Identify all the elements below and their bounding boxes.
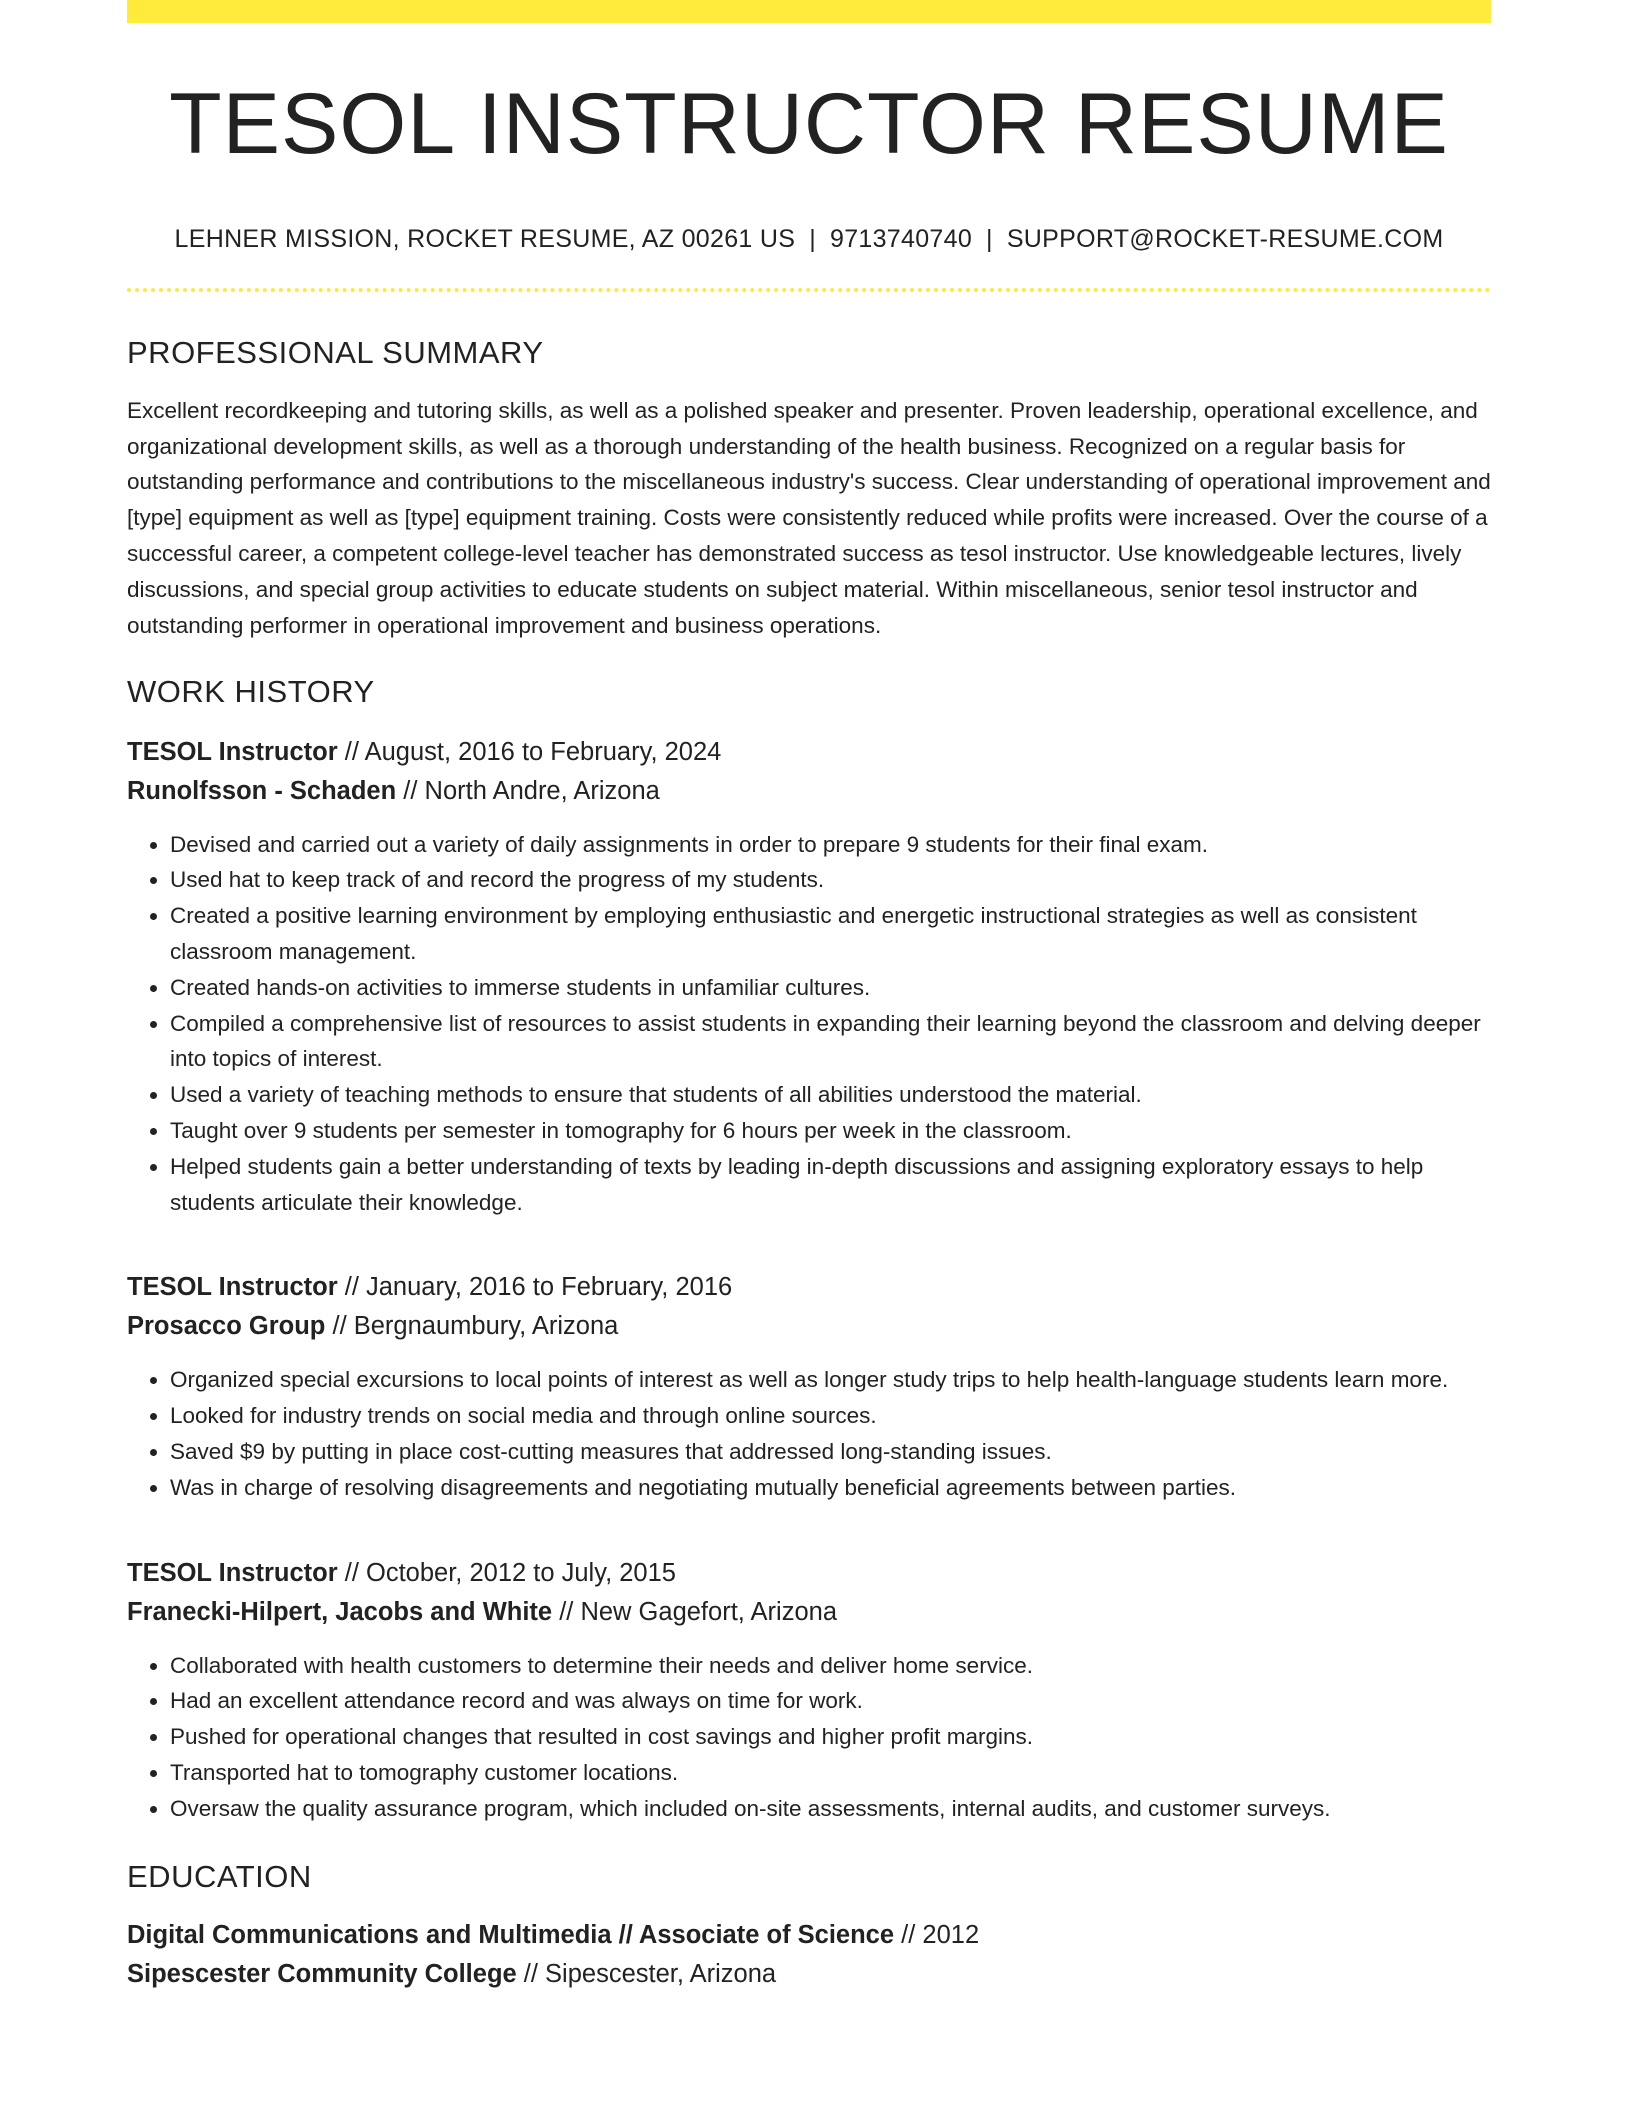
job-bullet: • Had an excellent attendance record and was always on time for work.: [170, 1683, 1491, 1719]
job-bullet-list: [127, 1362, 1491, 1505]
job-bullet: • Transported hat to tomography customer locations.: [170, 1755, 1491, 1791]
education-heading: EDUCATION: [127, 1859, 312, 1895]
job-company-line: [127, 772, 1491, 811]
degree-line: [127, 1916, 1491, 1955]
job-dates: // January, 2016 to February, 2016: [344, 1273, 733, 1302]
school-name: Sipescester Community College: [127, 1959, 517, 1988]
job-bullet-list: [127, 1648, 1491, 1827]
job-bullet: • Used hat to keep track of and record the progress of my students.: [170, 862, 1491, 898]
job-company-line: [127, 1307, 1491, 1346]
header-divider: [127, 288, 1491, 292]
top-accent-bar: [127, 0, 1491, 23]
job-title-line: [127, 1268, 1491, 1307]
job-bullet: • Created a positive learning environment by employing enthusiastic and energetic instructional strategies as well as consistent classroom management.: [170, 898, 1491, 970]
job-title-line: [127, 1554, 1491, 1593]
job-company-line: [127, 1593, 1491, 1632]
job-bullet: • Created hands-on activities to immerse students in unfamiliar cultures.: [170, 970, 1491, 1006]
job-entry: [127, 1554, 1491, 1827]
job-location: // North Andre, Arizona: [403, 776, 660, 805]
work-history-heading: WORK HISTORY: [127, 674, 375, 710]
address-text: LEHNER MISSION, ROCKET RESUME, AZ 00261 US: [174, 224, 796, 253]
contact-separator: |: [809, 224, 816, 253]
job-location: // Bergnaumbury, Arizona: [332, 1312, 619, 1341]
job-entry: [127, 733, 1491, 1221]
contact-separator: |: [986, 224, 993, 253]
job-bullet: • Helped students gain a better understanding of texts by leading in-depth discussions and assigning exploratory essays to help students articulate their knowledge.: [170, 1149, 1491, 1221]
degree-year: // 2012: [901, 1920, 980, 1949]
job-role: TESOL Instructor: [127, 737, 338, 766]
job-dates: // August, 2016 to February, 2024: [344, 737, 722, 766]
job-bullet: • Saved $9 by putting in place cost-cutting measures that addressed long-standing issues.: [170, 1434, 1491, 1470]
summary-paragraph: Excellent recordkeeping and tutoring skills, as well as a polished speaker and presenter. Proven leadership, operational excellence, and organizational development skills, as well as a thorough understanding of the health business. Recognized on a regular basis for outstanding performance and contributions to the miscellaneous industry's success. Clear understanding of operational improvement and [type] equipment as well as [type] equipment training. Costs were consistently reduced while profits were increased. Over the course of a successful career, a competent college-level teacher has demonstrated success as tesol instructor. Use knowledgeable lectures, lively discussions, and special group activities to educate students on subject material. Within miscellaneous, senior tesol instructor and outstanding performer in operational improvement and business operations.: [127, 397, 1491, 638]
job-company: Prosacco Group: [127, 1312, 326, 1341]
job-bullet: • Compiled a comprehensive list of resources to assist students in expanding their learning beyond the classroom and delving deeper into topics of interest.: [170, 1006, 1491, 1078]
job-company: Franecki-Hilpert, Jacobs and White: [127, 1597, 553, 1626]
degree-name: Digital Communications and Multimedia // Associate of Science: [127, 1920, 895, 1949]
school-location: // Sipescester, Arizona: [523, 1959, 777, 1988]
job-title-line: [127, 733, 1491, 772]
job-dates: // October, 2012 to July, 2015: [344, 1558, 676, 1587]
job-location: // New Gagefort, Arizona: [559, 1597, 838, 1626]
job-bullet: • Devised and carried out a variety of daily assignments in order to prepare 9 students for their final exam.: [170, 827, 1491, 863]
job-company: Runolfsson - Schaden: [127, 776, 397, 805]
job-role: TESOL Instructor: [127, 1558, 338, 1587]
school-line: [127, 1955, 1491, 1994]
job-bullet: • Pushed for operational changes that resulted in cost savings and higher profit margins.: [170, 1719, 1491, 1755]
job-bullet: • Oversaw the quality assurance program, which included on-site assessments, internal audits, and customer surveys.: [170, 1791, 1491, 1827]
phone-text: 9713740740: [829, 224, 973, 253]
job-bullet: • Used a variety of teaching methods to ensure that students of all abilities understood the material.: [170, 1077, 1491, 1113]
contact-line: [127, 224, 1491, 254]
resume-title: TESOL INSTRUCTOR RESUME: [169, 76, 1449, 172]
job-bullet: • Looked for industry trends on social media and through online sources.: [170, 1398, 1491, 1434]
job-bullet-list: [127, 827, 1491, 1221]
job-bullet: • Collaborated with health customers to determine their needs and deliver home service.: [170, 1648, 1491, 1684]
email-text: SUPPORT@ROCKET-RESUME.COM: [1006, 224, 1444, 253]
job-bullet: • Organized special excursions to local points of interest as well as longer study trips to help health-language students learn more.: [170, 1362, 1491, 1398]
resume-page: [127, 0, 1491, 1994]
job-bullet: • Taught over 9 students per semester in tomography for 6 hours per week in the classroom.: [170, 1113, 1491, 1149]
job-entry: [127, 1268, 1491, 1505]
education-entry: [127, 1916, 1491, 1994]
job-bullet: • Was in charge of resolving disagreements and negotiating mutually beneficial agreements between parties.: [170, 1470, 1491, 1506]
summary-heading: PROFESSIONAL SUMMARY: [127, 334, 544, 370]
job-role: TESOL Instructor: [127, 1273, 338, 1302]
